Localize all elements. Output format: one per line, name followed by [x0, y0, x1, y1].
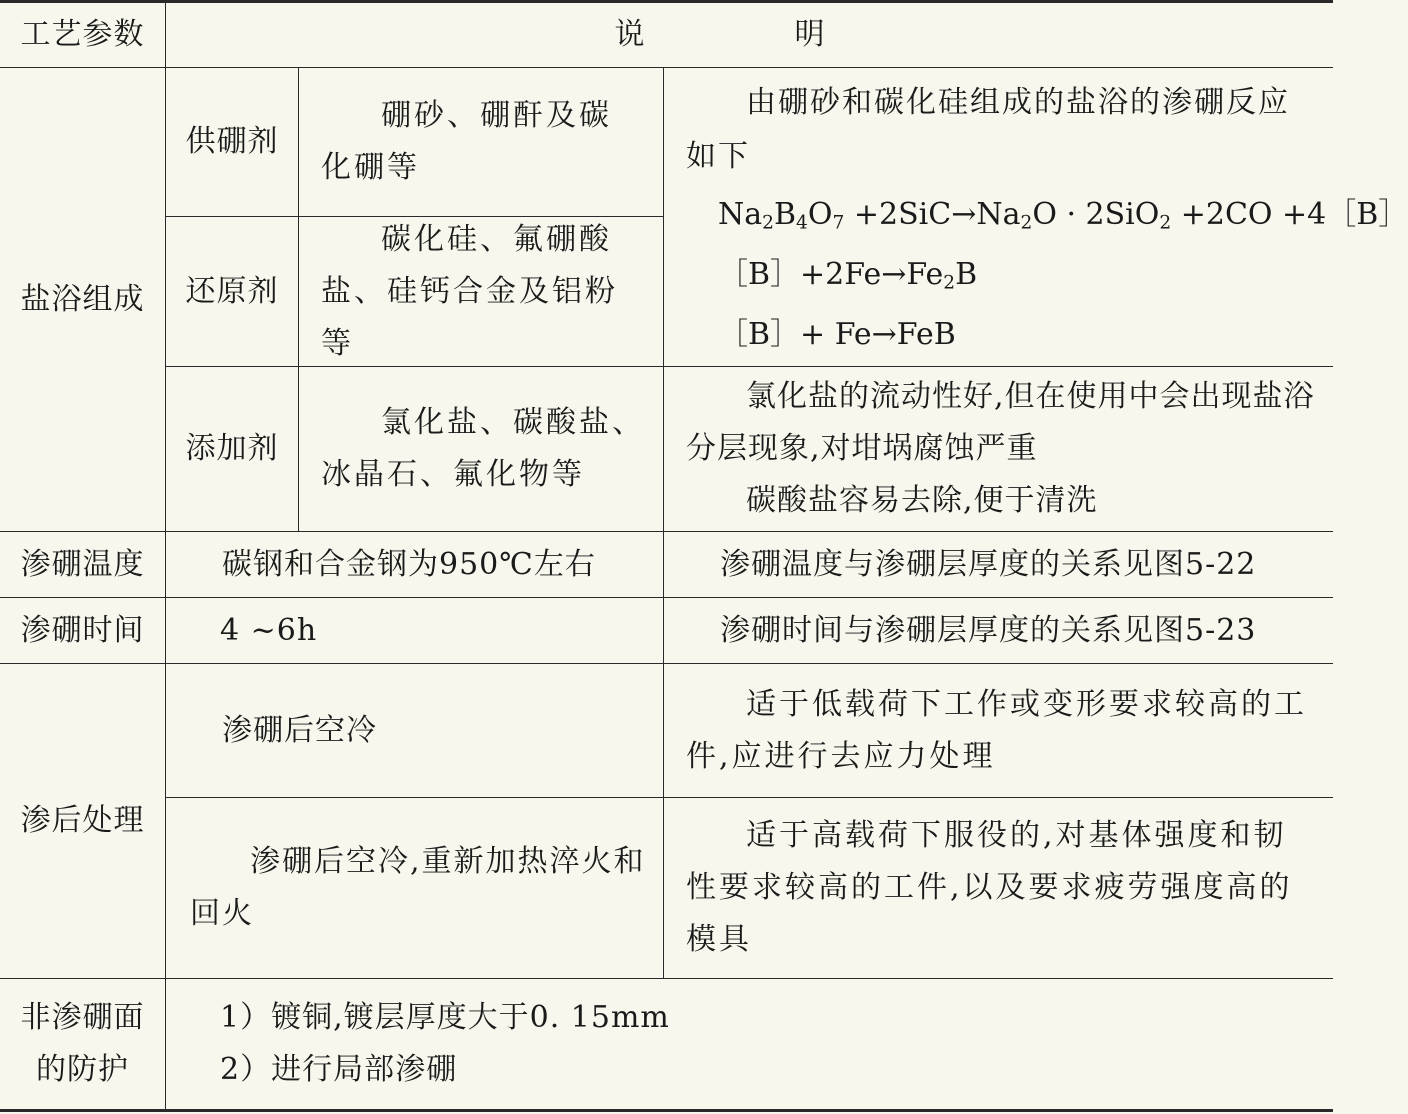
- reducer-content: [299, 217, 663, 366]
- reaction-equation-2: [686, 248, 1317, 302]
- eq1-part: O · 2SiO: [1032, 197, 1160, 232]
- eq1-part: +2SiC→Na: [844, 197, 1021, 232]
- post-option2-desc-text: 适于高载荷下服役的,对基体强度和韧性要求较高的工件,以及要求疲劳强度高的模具: [686, 818, 1293, 957]
- header-param-text: 工艺参数: [20, 16, 145, 52]
- temperature-desc: [664, 532, 1333, 597]
- reaction-equation-3: ［B］+ Fe→FeB: [718, 317, 956, 352]
- eq1-sub: 4: [796, 212, 808, 234]
- protection-item-2: 2）进行局部渗硼: [220, 1052, 458, 1087]
- temperature-label-text: 渗硼温度: [20, 546, 145, 582]
- protection-label: [0, 979, 165, 1109]
- additive-content-text: 氯化盐、碳酸盐、冰晶石、氟化物等: [321, 405, 645, 492]
- eq1-sub: 2: [762, 212, 774, 234]
- protection-content: [166, 979, 1333, 1109]
- boron-supply-label-text: 供硼剂: [185, 124, 279, 159]
- header-desc: [166, 2, 1333, 67]
- eq1-part: B: [773, 197, 797, 232]
- additive-content: [299, 367, 663, 531]
- salt-bath-label-text: 盐浴组成: [20, 281, 145, 317]
- boron-supply-content: [299, 68, 663, 216]
- eq1-sub: 2: [1159, 212, 1172, 234]
- post-treatment-label: [0, 664, 165, 978]
- post-option1-content: [166, 664, 663, 797]
- table-bottom-rule: [0, 1109, 1333, 1112]
- reducer-label: [166, 217, 298, 366]
- eq2-part: B: [955, 257, 978, 292]
- reducer-label-text: 还原剂: [185, 273, 279, 309]
- additive-label-text: 添加剂: [185, 431, 279, 466]
- protection-label-text: 非渗硼面的防护: [20, 1000, 145, 1087]
- post-option1-desc: [664, 664, 1333, 797]
- post-option2-desc: [664, 798, 1333, 978]
- protection-item-1: 1）镀铜,镀层厚度大于0. 15mm: [220, 1000, 670, 1035]
- post-option2-content: [166, 798, 663, 978]
- additive-desc-line2: 碳酸盐容易去除,便于清洗: [746, 483, 1098, 518]
- salt-bath-label: [0, 68, 165, 531]
- reducer-content-text: 碳化硅、氟硼酸盐、硅钙合金及铝粉等: [321, 221, 618, 361]
- time-content: [166, 598, 663, 663]
- eq1-part: +2CO +4［B］: [1171, 197, 1408, 232]
- time-desc-text: 渗硼时间与渗硼层厚度的关系见图5-23: [720, 612, 1257, 648]
- eq1-sub: 7: [832, 212, 845, 234]
- additive-desc-line1: 氯化盐的流动性好,但在使用中会出现盐浴分层现象,对坩埚腐蚀严重: [686, 379, 1315, 466]
- time-content-text: 4 ~6h: [220, 612, 318, 648]
- eq1-part: Na: [718, 197, 763, 232]
- temperature-content: [166, 532, 663, 597]
- post-option2-content-text: 渗硼后空冷,重新加热淬火和回火: [190, 844, 646, 931]
- eq2-sub: 2: [943, 272, 956, 294]
- eq2-part: ［B］+2Fe→Fe: [718, 257, 944, 292]
- header-param: [0, 2, 165, 67]
- additive-description: [664, 367, 1333, 531]
- temperature-desc-text: 渗硼温度与渗硼层厚度的关系见图5-22: [720, 546, 1257, 582]
- boron-supply-content-text: 硼砂、硼酐及碳化硼等: [321, 98, 612, 185]
- time-desc: [664, 598, 1333, 663]
- header-desc-text: 说 明: [614, 16, 885, 52]
- post-option1-content-text: 渗硼后空冷: [222, 712, 377, 748]
- reaction-description: [664, 76, 1408, 366]
- post-option1-desc-text: 适于低载荷下工作或变形要求较高的工件,应进行去应力处理: [686, 686, 1307, 774]
- time-label: [0, 598, 165, 663]
- time-label-text: 渗硼时间: [20, 612, 145, 648]
- temperature-label: [0, 532, 165, 597]
- eq1-part: O: [807, 197, 833, 232]
- reaction-equation-1: [686, 188, 1408, 242]
- additive-label: [166, 367, 298, 531]
- reaction-intro: 由硼砂和碳化硅组成的盐浴的渗硼反应如下: [686, 85, 1290, 174]
- post-treatment-label-text: 渗后处理: [20, 803, 145, 838]
- eq1-sub: 2: [1020, 212, 1033, 234]
- temperature-content-text: 碳钢和合金钢为950℃左右: [222, 546, 596, 582]
- boron-supply-label: [166, 68, 298, 216]
